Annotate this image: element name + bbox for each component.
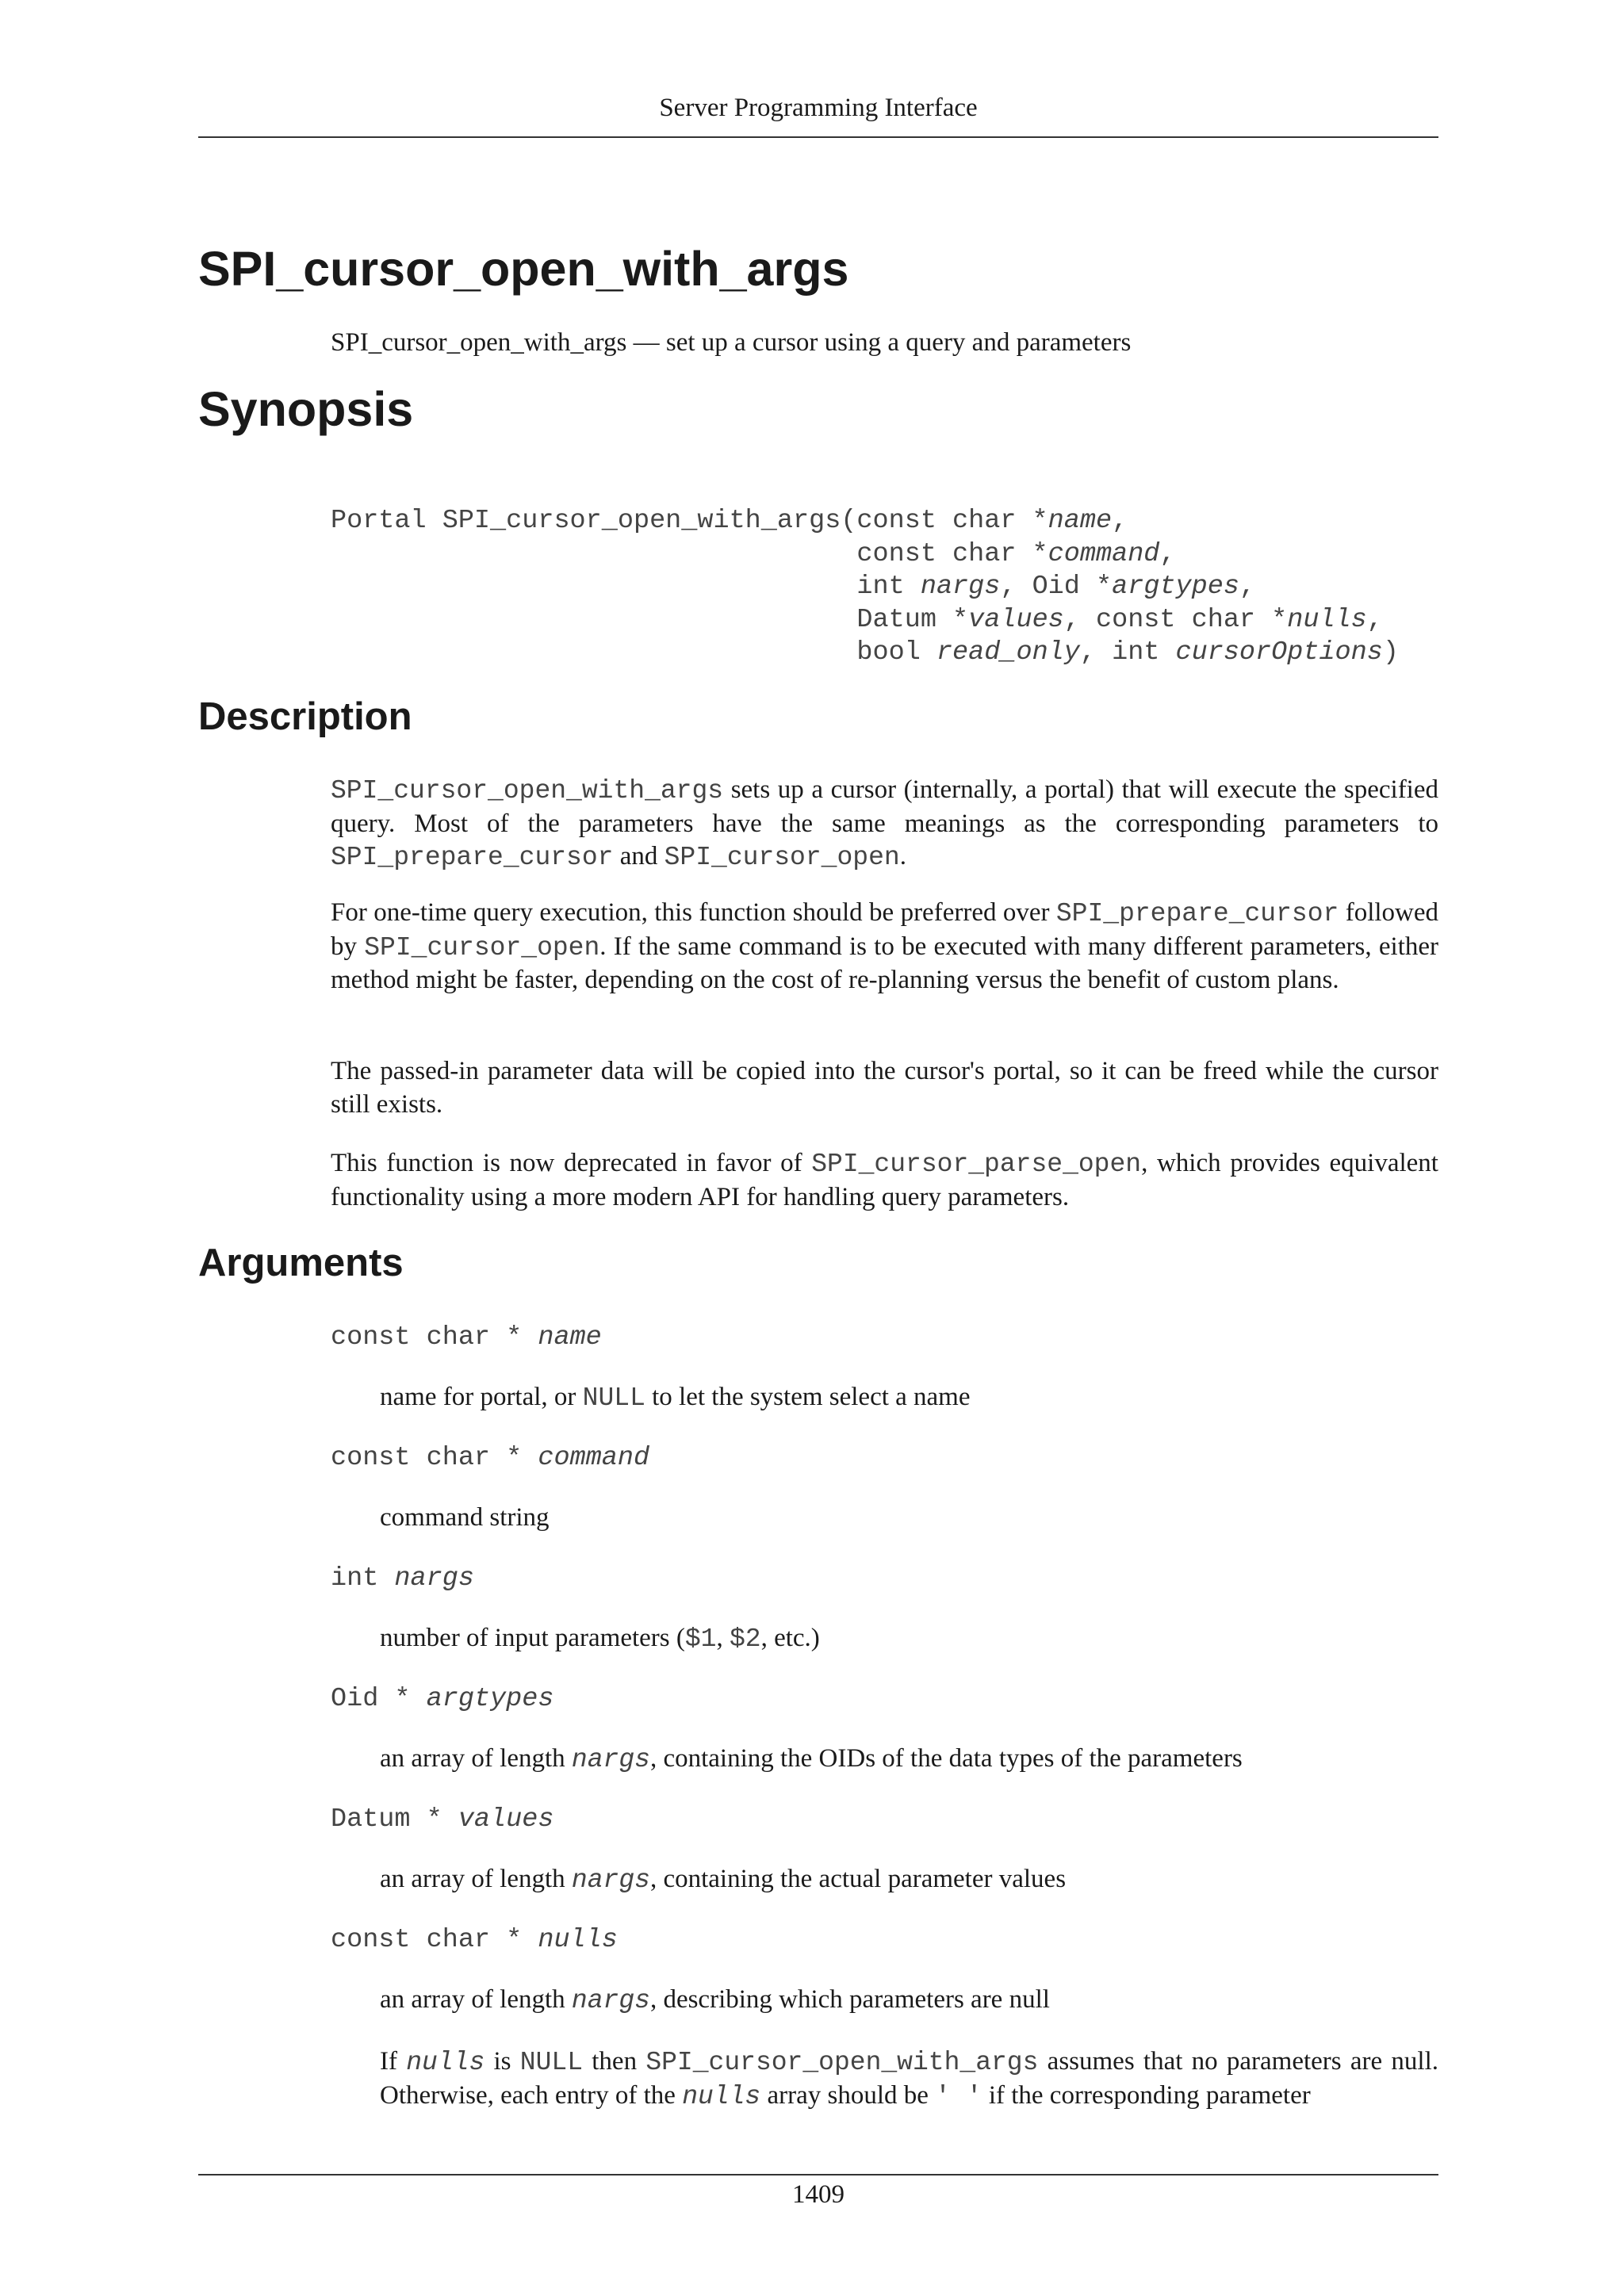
def-text: to let the system select a name [645,1383,971,1411]
paragraph-text: and [613,842,665,871]
literal: ' ' [935,2081,982,2111]
paragraph-text: This function is now deprecated in favor of [331,1149,812,1177]
param-name: nargs [920,572,1001,602]
code-text: Datum * [856,604,969,635]
description-paragraph-3: The passed-in parameter data will be copied into the cursor's portal, so it can be freed while the cursor still exists. [331,1057,1438,1119]
description-heading: Description [198,695,412,738]
param-name: read_only [936,637,1080,668]
arg-name: argtypes [426,1684,554,1714]
arguments-heading: Arguments [198,1242,404,1284]
def-text: number of input parameters ( [380,1624,685,1652]
def-text: if the corresponding parameter [982,2080,1311,2110]
arg-name: nargs [394,1563,474,1594]
code-text: , [1112,506,1128,536]
argument-term-name [331,1322,602,1353]
param-name: name [1048,506,1113,536]
arg-name: values [458,1804,554,1835]
argument-def-nargs [380,1622,1438,1656]
paragraph-text: followed by [331,898,1439,961]
code-text: , [1159,538,1176,569]
argument-def-command [380,1502,1438,1535]
code-text: const char * [856,538,1048,569]
running-header: Server Programming Interface [659,94,978,122]
argument-term-nargs [331,1563,474,1594]
paragraph-text: For one-time query execution, this function should be preferred over [331,898,1056,927]
code-text: , int [1079,637,1176,668]
code-text: ) [1382,637,1399,668]
param-reference: nargs [571,1866,650,1895]
def-text: an array of length [380,1985,572,2014]
paragraph-text: sets up a cursor (internally, a portal) that will execute the specified query. Most of the parameters have the same meanings as the corresponding parameters to [331,775,1438,838]
param-reference: nulls [406,2048,485,2077]
def-text: assumes that no parameters are null. Otherwise, each entry of the [380,2047,1439,2110]
code-text: Portal SPI_cursor_open_with_args(const char * [331,506,1048,536]
argument-def-argtypes [380,1743,1438,1777]
argument-term-nulls [331,1925,618,1955]
function-name: SPI_prepare_cursor [331,843,614,872]
page-number: 1409 [792,2180,845,2209]
code-text: , const char * [1063,604,1288,635]
arg-name: nulls [538,1925,618,1955]
def-text: , [716,1624,730,1652]
code-text: , [1366,604,1383,635]
literal: NULL [519,2048,583,2077]
code-text: , Oid * [1000,572,1113,602]
synopsis-heading: Synopsis [198,382,414,436]
function-name: SPI_prepare_cursor [1055,899,1339,928]
def-text: name for portal, or [380,1383,583,1411]
literal: NULL [582,1383,645,1413]
header-rule [198,136,1438,138]
param-name: nulls [1287,604,1367,635]
footer-rule [198,2174,1438,2175]
paragraph-text: , which provides equivalent functionality using a more modern API for handling query parameters. [331,1149,1438,1211]
arg-type: const char * [331,1322,538,1353]
argument-def-nulls-extra [380,2045,1438,2113]
def-text: , containing the OIDs of the data types of the parameters [649,1744,1243,1773]
arg-name: name [538,1322,602,1353]
def-text: , containing the actual parameter values [649,1865,1067,1893]
page-title: SPI_cursor_open_with_args [198,242,849,296]
param-reference: nargs [571,1986,650,2015]
refpurpose: SPI_cursor_open_with_args — set up a cursor using a query and parameters [331,328,1132,357]
arg-type: const char * [331,1443,538,1473]
arg-type: Oid * [331,1684,427,1714]
code-text: , [1239,572,1256,602]
def-text: If [380,2047,407,2076]
param-name: cursorOptions [1175,637,1383,668]
argument-def-name [380,1381,1438,1415]
param-reference: nargs [571,1745,650,1774]
def-text: an array of length [380,1744,572,1773]
description-paragraph-1 [331,774,1438,874]
arg-type: Datum * [331,1804,458,1835]
description-paragraph-2 [331,897,1438,997]
argument-def-values [380,1863,1438,1897]
def-text: , etc.) [760,1624,820,1652]
function-name: SPI_cursor_open_with_args [645,2048,1039,2077]
param-name: command [1048,538,1160,569]
function-name: SPI_cursor_open [364,932,600,962]
def-text: , describing which parameters are null [649,1985,1050,2014]
literal: $1 [684,1624,717,1654]
def-text: then [583,2047,646,2076]
argument-def-nulls [380,1984,1438,2018]
function-name: SPI_cursor_parse_open [811,1150,1142,1179]
code-text: bool [856,637,936,668]
literal: $2 [729,1624,761,1654]
synopsis-code [331,505,1399,670]
paragraph-text: . [899,842,906,871]
argument-term-command [331,1443,649,1473]
def-text: an array of length [380,1865,572,1893]
arg-type: int [331,1563,395,1594]
def-text: is [485,2047,520,2076]
argument-term-values [331,1804,553,1835]
code-text: int [856,572,921,602]
argument-term-argtypes [331,1684,553,1714]
arg-type: const char * [331,1925,538,1955]
def-text: command string [380,1503,550,1532]
param-reference: nulls [682,2081,761,2111]
function-name: SPI_cursor_open_with_args [331,776,724,806]
description-paragraph-4 [331,1147,1438,1214]
function-name: SPI_cursor_open [664,843,900,872]
param-name: values [968,604,1064,635]
def-text: array should be [760,2080,936,2110]
param-name: argtypes [1112,572,1239,602]
paragraph-text: . If the same command is to be executed with many different parameters, either method might be faster, depending on the cost of re-planning versus the benefit of custom plans. [331,932,1438,994]
arg-name: command [538,1443,650,1473]
